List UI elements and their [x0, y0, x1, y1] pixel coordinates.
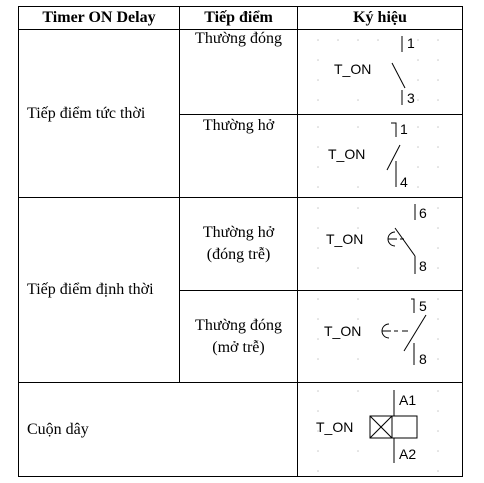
symbol-nc-instant [298, 30, 462, 114]
symbol-no-instant [298, 115, 462, 197]
no-instant-top-label: 1 [400, 121, 408, 137]
timed-no-line2: (đóng trễ) [206, 246, 271, 263]
timed-no-bottom-label: 8 [419, 258, 427, 274]
no-instant-timer-name: T_ON [328, 146, 366, 162]
header-timer-on-delay: Timer ON Delay [42, 9, 156, 26]
contact-normally-open: Thường hở [202, 117, 275, 134]
coil-bottom-label: A2 [399, 446, 417, 462]
symbol-timed-nc [298, 291, 462, 382]
contact-timed-normally-closed [180, 291, 297, 382]
header-contact: Tiếp điểm [204, 9, 273, 26]
timed-nc-line1: Thường đóng [195, 316, 282, 334]
timed-nc-timer-name: T_ON [324, 323, 362, 339]
coil-timer-name: T_ON [316, 419, 354, 435]
timed-nc-top-label: 5 [419, 298, 427, 314]
group-coil: Cuộn dây [27, 421, 89, 438]
coil-top-label: A1 [399, 392, 417, 408]
timed-nc-line2: (mở trễ) [212, 338, 265, 356]
no-instant-bottom-label: 4 [400, 174, 408, 190]
timed-no-timer-name: T_ON [326, 231, 364, 247]
header-symbol: Ký hiệu [353, 9, 407, 26]
timed-no-top-label: 6 [419, 205, 427, 221]
contact-normally-closed: Thường đóng [195, 30, 282, 47]
nc-instant-top-label: 1 [407, 35, 415, 51]
nc-instant-timer-name: T_ON [334, 61, 372, 77]
timed-no-line1: Thường hở [202, 224, 275, 241]
nc-instant-bottom-label: 3 [407, 90, 415, 106]
timed-nc-bottom-label: 8 [419, 351, 427, 367]
symbol-timed-no [298, 198, 462, 290]
group-instant-contact: Tiếp điểm tức thời [27, 104, 146, 122]
symbol-coil [298, 383, 462, 477]
contact-timed-normally-open [180, 198, 297, 290]
group-timed-contact: Tiếp điểm định thời [27, 281, 154, 298]
